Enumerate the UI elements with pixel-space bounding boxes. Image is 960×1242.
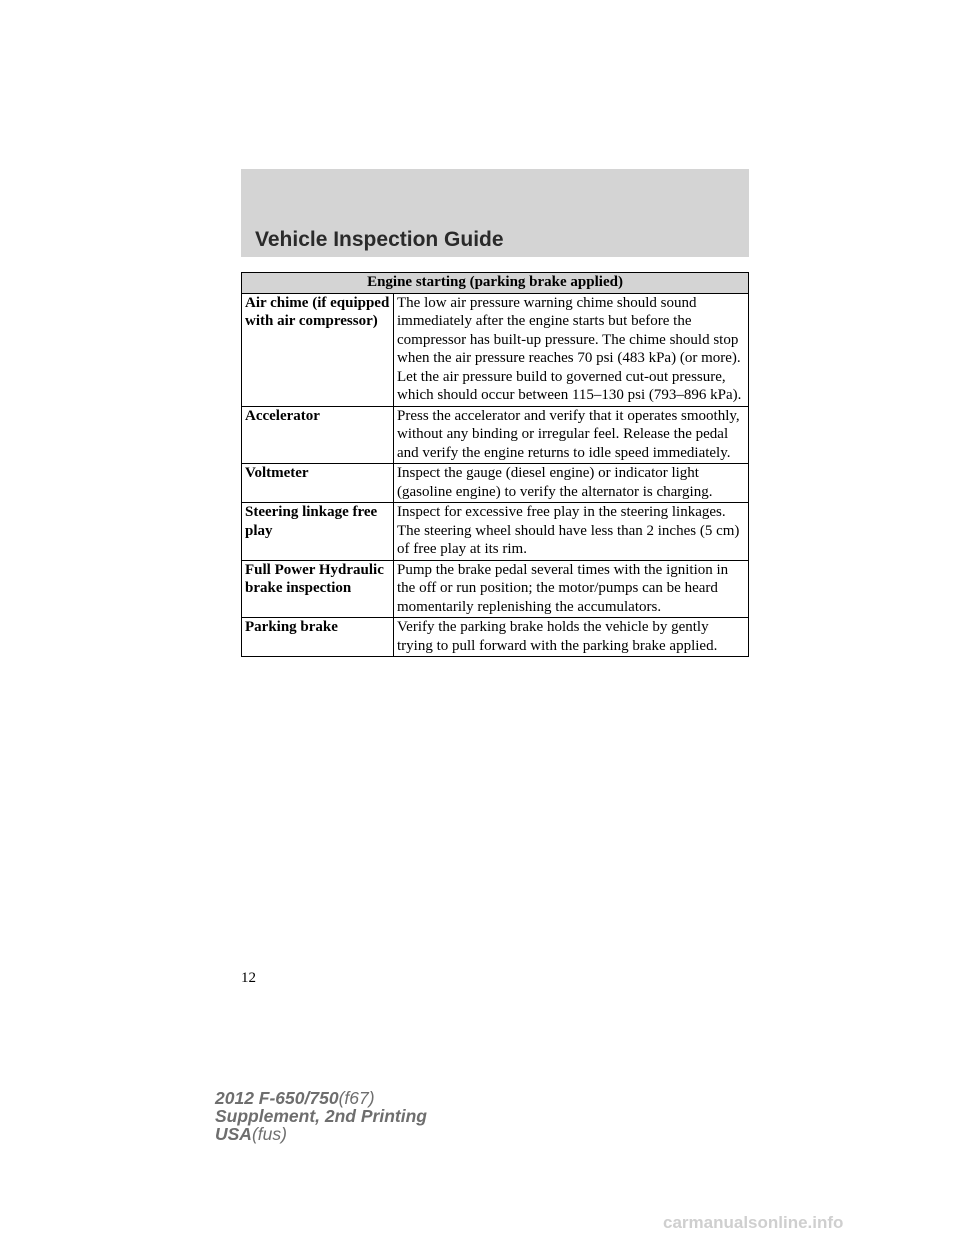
- page-number: 12: [241, 970, 256, 986]
- table-header-row: [242, 273, 749, 294]
- table-row: [242, 293, 749, 406]
- table-row: [242, 618, 749, 657]
- row-label: Full Power Hydraulic brake inspection: [242, 560, 394, 618]
- section-title: Vehicle Inspection Guide: [255, 228, 504, 251]
- footer-line-model: [215, 1089, 427, 1107]
- row-description: Inspect for excessive free play in the steering linkages. The steering wheel should have less than 2 inches (5 cm) of free play at its rim.: [394, 503, 749, 561]
- row-label: Voltmeter: [242, 464, 394, 503]
- row-description: The low air pressure warning chime should sound immediately after the engine starts but before the compressor has built-up pressure. The chime should stop when the air pressure reaches 70 psi (483 kPa) (or more). Let the air pressure build to governed cut-out pressure, which should occur between 115–130 psi (793–896 kPa).: [394, 293, 749, 406]
- footer-model: 2012 F-650/750: [215, 1088, 339, 1108]
- table-row: [242, 464, 749, 503]
- table-row: [242, 406, 749, 464]
- row-description: Pump the brake pedal several times with the ignition in the off or run position; the motor/pumps can be heard momentarily replenishing the accumulators.: [394, 560, 749, 618]
- table-heading: Engine starting (parking brake applied): [242, 273, 749, 294]
- row-description: Inspect the gauge (diesel engine) or indicator light (gasoline engine) to verify the alternator is charging.: [394, 464, 749, 503]
- table-row: [242, 560, 749, 618]
- row-description: Press the accelerator and verify that it operates smoothly, without any binding or irregular feel. Release the pedal and verify the engine returns to idle speed immediately.: [394, 406, 749, 464]
- row-label: Steering linkage free play: [242, 503, 394, 561]
- footer-line-market: [215, 1125, 427, 1143]
- row-label: Parking brake: [242, 618, 394, 657]
- watermark-text: carmanualsonline.info: [663, 1213, 844, 1232]
- footer-market: USA: [215, 1124, 252, 1144]
- print-footer: [215, 1089, 427, 1143]
- footer-model-code: (f67): [338, 1088, 375, 1108]
- row-label: Accelerator: [242, 406, 394, 464]
- footer-edition: Supplement, 2nd Printing: [215, 1106, 427, 1126]
- table-row: [242, 503, 749, 561]
- inspection-table: [241, 272, 749, 657]
- footer-market-code: (fus): [251, 1124, 287, 1144]
- row-label: Air chime (if equipped with air compressor): [242, 293, 394, 406]
- footer-line-edition: [215, 1107, 427, 1125]
- row-description: Verify the parking brake holds the vehicle by gently trying to pull forward with the parking brake applied.: [394, 618, 749, 657]
